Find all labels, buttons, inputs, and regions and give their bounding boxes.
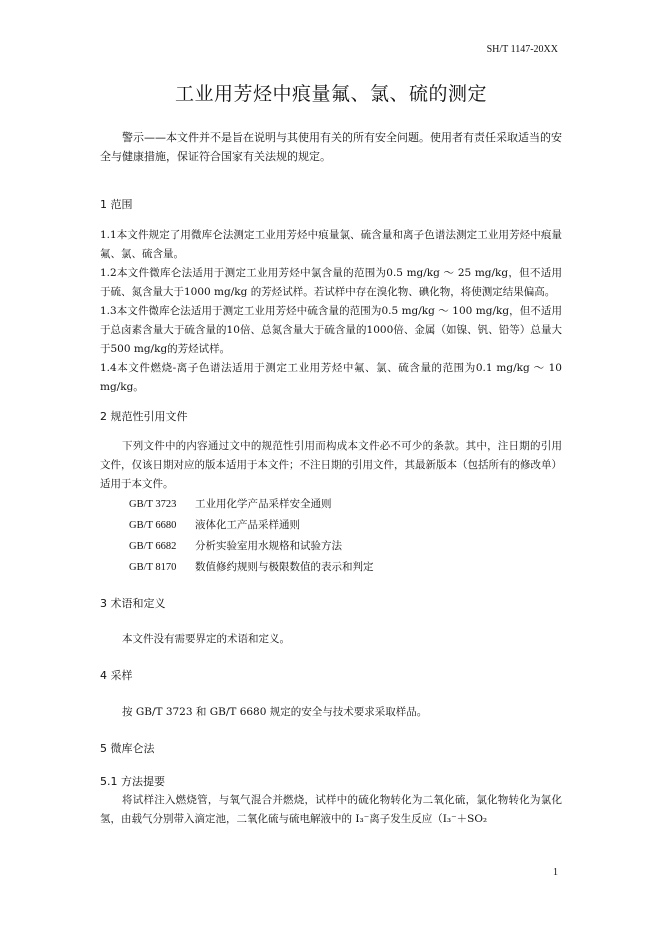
warning-paragraph: 警示——本文件并不是旨在说明与其使用有关的所有安全问题。使用者有责任采取适当的安全与健康措施，保证符合国家有关法规的规定。 (100, 131, 562, 163)
scope-paragraphs (100, 226, 562, 397)
reference-code: GB/T 3723 (129, 499, 177, 510)
page-number: 1 (553, 867, 558, 878)
normative-intro: 下列文件中的内容通过文中的规范性引用而构成本文件必不可少的条款。其中，注日期的引用文件，仅该日期对应的版本适用于本文件；不注日期的引用文件，其最新版本（包括所有的修改单）适用于本文件。 (100, 440, 562, 490)
reference-code: GB/T 6682 (129, 541, 177, 552)
reference-item (100, 494, 562, 515)
section-sampling-heading: 4 采样 (100, 669, 133, 682)
document-title: 工业用芳烃中痕量氟、氯、硫的测定 (174, 83, 487, 105)
reference-code: GB/T 6680 (129, 520, 177, 531)
reference-item (100, 557, 562, 578)
section-scope-heading: 1 范围 (100, 198, 133, 211)
reference-item (100, 515, 562, 536)
sampling-text: 按 GB/T 3723 和 GB/T 6680 规定的安全与技术要求采取样品。 (122, 706, 428, 718)
document-body (100, 128, 562, 829)
reference-list (100, 494, 562, 578)
reference-name: 分析实验室用水规格和试验方法 (195, 540, 342, 552)
terms-text: 本文件没有需要界定的术语和定义。 (122, 633, 290, 645)
reference-name: 液体化工产品采样通则 (195, 519, 300, 531)
section-microcoulometry-heading: 5 微库仑法 (100, 742, 155, 755)
reference-code: GB/T 8170 (129, 562, 177, 573)
scope-1-1: 1.1本文件规定了用微库仑法测定工业用芳烃中痕量氯、硫含量和离子色谱法测定工业用芳烃中痕量氟、氯、硫含量。 (100, 229, 562, 260)
subsection-principle-heading: 5.1 方法提要 (100, 775, 165, 788)
reference-item (100, 536, 562, 557)
scope-1-2: 1.2本文件微库仑法适用于测定工业用芳烃中氯含量的范围为0.5 mg/kg ～ 25 mg/kg，但不适用于硫、氮含量大于1000 mg/kg 的芳烃试样。若试样中存在溴化物、碘化物，将使测定结果偏高。 (100, 267, 562, 298)
section-normative-heading: 2 规范性引用文件 (100, 410, 188, 423)
scope-1-4: 1.4本文件燃烧-离子色谱法适用于测定工业用芳烃中氟、氯、硫含量的范围为0.1 mg/kg ～ 10 mg/kg。 (100, 362, 562, 393)
section-terms-heading: 3 术语和定义 (100, 597, 166, 610)
scope-1-3: 1.3本文件微库仑法适用于测定工业用芳烃中硫含量的范围为0.5 mg/kg ～ 100 mg/kg，但不适用于总卤素含量大于硫含量的10倍、总氮含量大于硫含量的1000倍、金属（如镍、钒、铅等）总量大于500 mg/kg的芳烃试样。 (100, 305, 562, 355)
reference-name: 工业用化学产品采样安全通则 (195, 498, 332, 510)
principle-text: 将试样注入燃烧管，与氧气混合并燃烧，试样中的硫化物转化为二氧化硫，氯化物转化为氯化氢，由载气分别带入滴定池，二氧化硫与硫电解液中的 I₃⁻离子发生反应（I₃⁻＋SO₂ (100, 794, 562, 825)
standard-code: SH/T 1147-20XX (486, 44, 558, 55)
reference-name: 数值修约规则与极限数值的表示和判定 (195, 561, 374, 573)
